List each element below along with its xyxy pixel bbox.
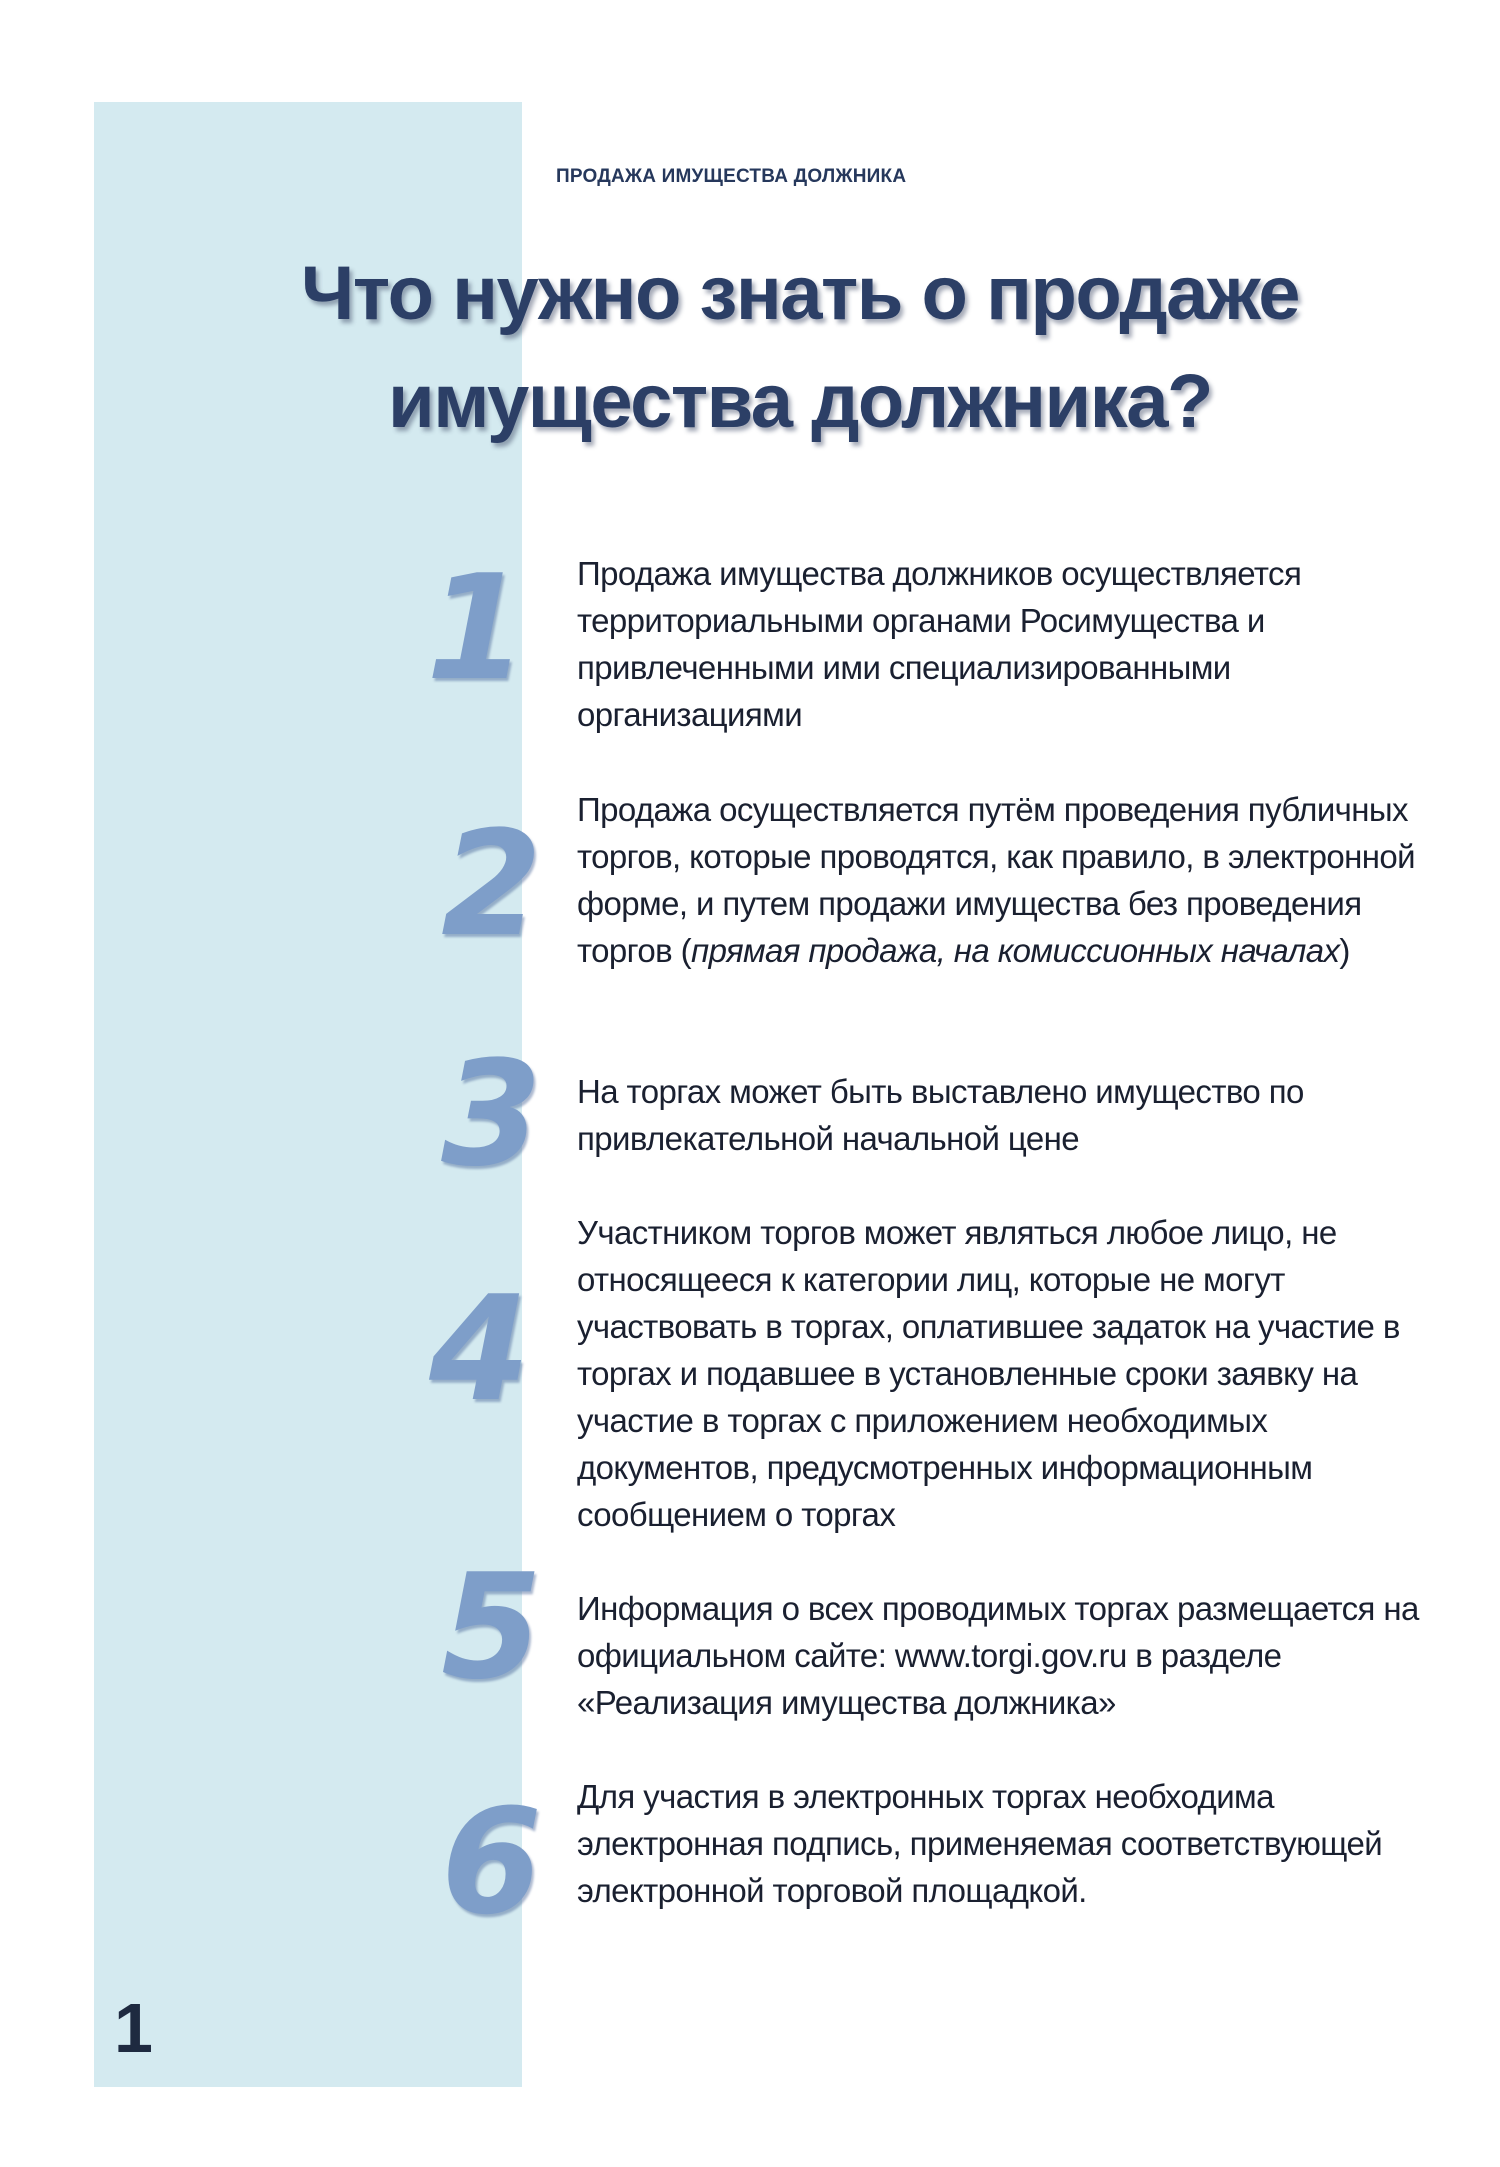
item-text-3: На торгах может быть выставлено имущество по привлекательной начальной цене bbox=[577, 1073, 1304, 1157]
item-text-2-end: ) bbox=[1339, 932, 1350, 969]
item-number-2: 2 bbox=[441, 800, 542, 969]
item-text-2 bbox=[577, 786, 1427, 974]
item-number-3: 3 bbox=[441, 1030, 542, 1199]
item-text-2-main: Продажа осуществляется путём проведения публичных торгов, которые проводятся, как правило, в электронной форме, и путем продажи имущества без проведения торгов ( bbox=[577, 791, 1415, 969]
item-number-1: 1 bbox=[426, 544, 527, 713]
page-title bbox=[200, 240, 1400, 456]
page-title-line-2: имущества должника? bbox=[388, 359, 1212, 444]
page-number: 1 bbox=[114, 1989, 153, 2067]
item-text-1: Продажа имущества должников осуществляется территориальными органами Росимущества и привлеченными ими специализированными организациями bbox=[577, 555, 1302, 733]
item-text-5: Информация о всех проводимых торгах размещается на официальном сайте: www.torgi.gov.ru в разделе «Реализация имущества должника» bbox=[577, 1590, 1419, 1721]
item-number-4: 4 bbox=[429, 1265, 530, 1434]
header-label: ПРОДАЖА ИМУЩЕСТВА ДОЛЖНИКА bbox=[556, 166, 907, 187]
item-number-5: 5 bbox=[441, 1543, 542, 1712]
item-text-6: Для участия в электронных торгах необходима электронная подпись, применяемая соответствующей электронной торговой площадкой. bbox=[577, 1778, 1383, 1909]
item-number-6: 6 bbox=[441, 1778, 542, 1947]
page-title-line-1: Что нужно знать о продаже bbox=[300, 251, 1300, 336]
item-text-4: Участником торгов может являться любое лицо, не относящееся к категории лиц, которые не могут участвовать в торгах, оплатившее задаток на участие в торгах и подавшее в установленные сроки заявку на участие в торгах с приложением необходимых документов, предусмотренных информационным сообщением о торгах bbox=[577, 1214, 1400, 1533]
item-text-2-italic: прямая продажа, на комиссионных началах bbox=[691, 932, 1340, 969]
